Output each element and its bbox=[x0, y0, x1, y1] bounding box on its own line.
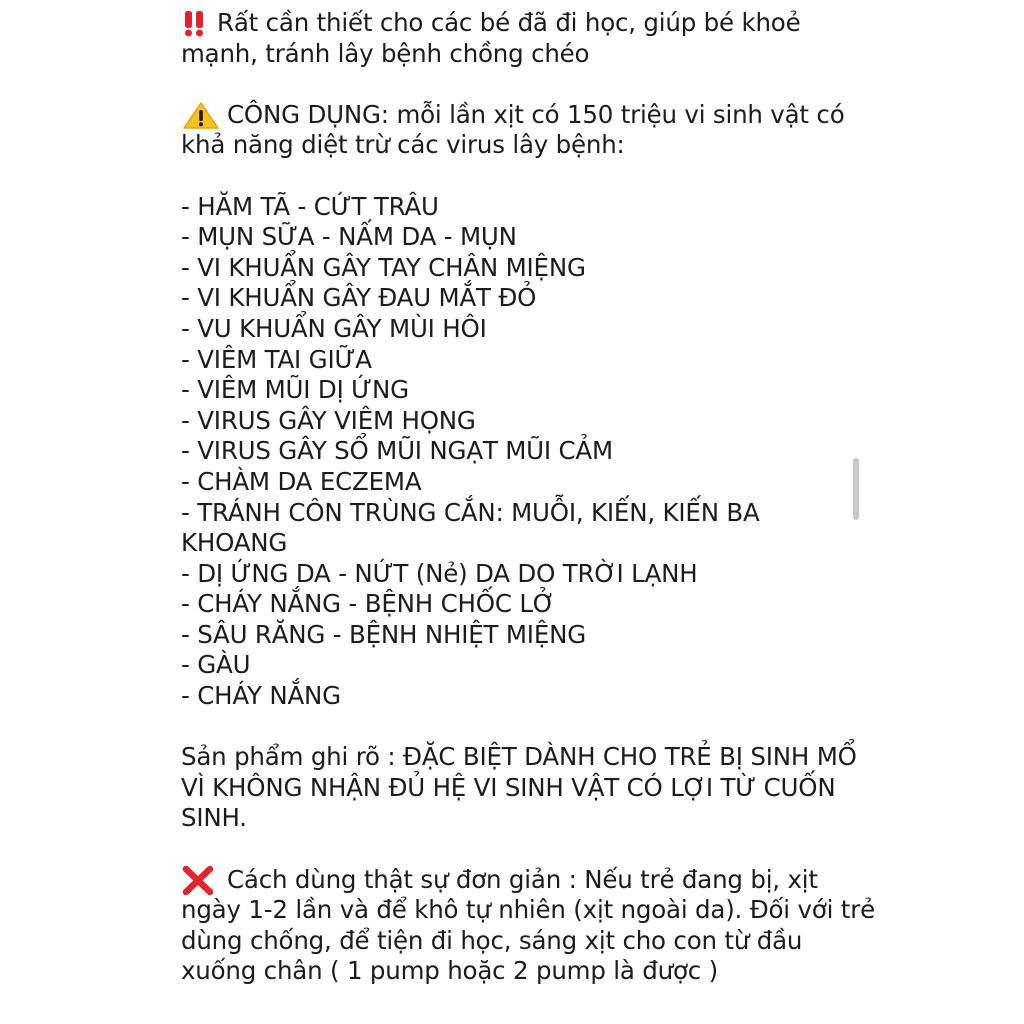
intro-text-1: Rất cần thiết cho các bé đã đi học, giúp bé khoẻ bbox=[217, 8, 801, 37]
warning-icon bbox=[181, 100, 227, 130]
double-exclamation-icon bbox=[181, 8, 217, 38]
list-item: - CHÀM DA ECZEMA bbox=[181, 466, 422, 496]
list-item: - DỊ ỨNG DA - NỨT (Nẻ) DA DO TRỜI LẠNH bbox=[181, 558, 698, 588]
list-item: - VU KHUẨN GÂY MÙI HÔI bbox=[181, 313, 487, 343]
note-line: VÌ KHÔNG NHẬN ĐỦ HỆ VI SINH VẬT CÓ LỢI TỪ CUỐN bbox=[181, 772, 836, 802]
list-item: - MỤN SỮA - NẤM DA - MỤN bbox=[181, 222, 517, 252]
list-item: - VIÊM TAI GIỮA bbox=[181, 344, 372, 374]
list-item: - CHÁY NẮNG bbox=[181, 681, 341, 711]
list-item: - VIRUS GÂY VIÊM HỌNG bbox=[181, 405, 476, 435]
list-item: - GÀU bbox=[181, 650, 251, 680]
benefit-list bbox=[181, 192, 861, 712]
list-item: - VI KHUẨN GÂY TAY CHÂN MIỆNG bbox=[181, 252, 586, 282]
usage-line: xuống chân ( 1 pump hoặc 2 pump là được ) bbox=[181, 956, 718, 986]
list-item: - SÂU RĂNG - BỆNH NHIỆT MIỆNG bbox=[181, 619, 587, 649]
intro-line-1 bbox=[181, 8, 861, 39]
usage-line: ngày 1-2 lần và để khô tự nhiên (xịt ngoài da). Đối với trẻ bbox=[181, 895, 875, 925]
intro-line-2: mạnh, tránh lây bệnh chồng chéo bbox=[181, 38, 590, 68]
list-item: - CHÁY NẮNG - BỆNH CHỐC LỞ bbox=[181, 589, 555, 619]
usage-line-1 bbox=[181, 865, 861, 896]
usage-text-1: Cách dùng thật sự đơn giản : Nếu trẻ đang bị, xịt bbox=[227, 864, 818, 894]
scrollbar-thumb[interactable] bbox=[853, 458, 859, 520]
usage-line: dùng chống, để tiện đi học, sáng xịt cho con từ đầu bbox=[181, 925, 803, 955]
list-item: - HĂM TÃ - CỨT TRÂU bbox=[181, 191, 439, 221]
list-item: - VIRUS GÂY SỔ MŨI NGẠT MŨI CẢM bbox=[181, 436, 613, 466]
list-item: - VI KHUẨN GÂY ĐAU MẮT ĐỎ bbox=[181, 283, 537, 313]
uses-text-1: CÔNG DỤNG: mỗi lần xịt có 150 triệu vi sinh vật có bbox=[227, 99, 845, 129]
product-note bbox=[181, 742, 861, 834]
cross-mark-icon bbox=[181, 865, 227, 895]
uses-line-2: khả năng diệt trừ các virus lây bệnh: bbox=[181, 130, 625, 160]
post-text bbox=[181, 8, 875, 987]
list-item: - VIÊM MŨI DỊ ỨNG bbox=[181, 375, 409, 405]
list-item: KHOANG bbox=[181, 528, 288, 558]
note-line: SINH. bbox=[181, 803, 247, 833]
uses-line-1 bbox=[181, 100, 861, 131]
list-item: - TRÁNH CÔN TRÙNG CẮN: MUỖI, KIẾN, KIẾN BA bbox=[181, 497, 760, 527]
note-line: Sản phẩm ghi rõ : ĐẶC BIỆT DÀNH CHO TRẺ BỊ SINH MỔ bbox=[181, 742, 857, 772]
